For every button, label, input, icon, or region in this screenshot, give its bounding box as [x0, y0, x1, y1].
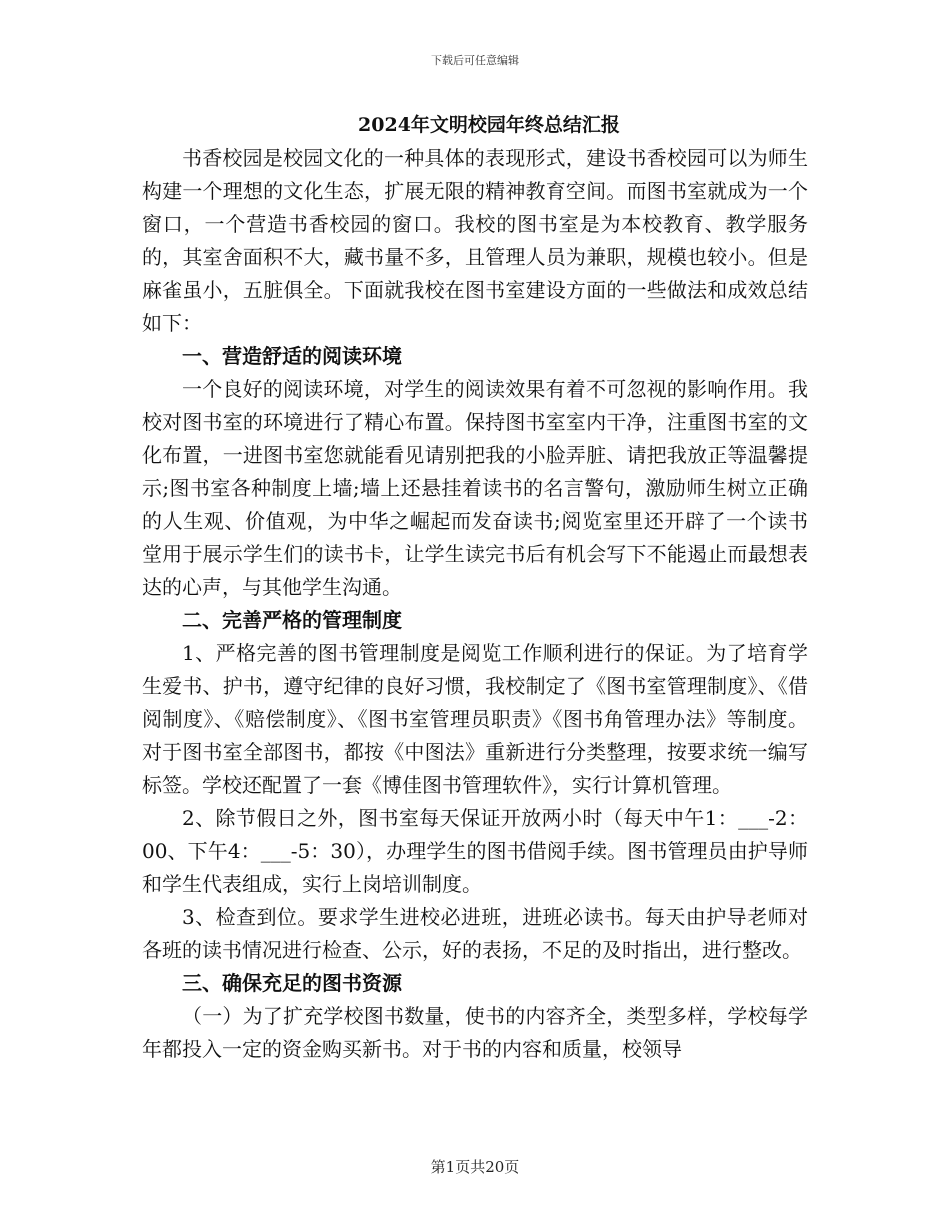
page-header-note: 下载后可任意编辑 [431, 54, 519, 67]
section-heading-3: 三、确保充足的图书资源 [182, 971, 402, 995]
section-2-paragraph-1: 1、严格完善的图书管理制度是阅览工作顺利进行的保证。为了培育学生爱书、护书，遵守纪律的良好习惯，我校制定了《图书室管理制度》、《借阅制度》、《赔偿制度》、《图书室管理员职责》《图书角管理办法》等制度。对于图书室全部图书，都按《中图法》重新进行分类整理，按要求统一编写标签。学校还配置了一套《博佳图书管理软件》，实行计算机管理。 [142, 641, 808, 797]
section-1-paragraph-1: 一个良好的阅读环境，对学生的阅读效果有着不可忽视的影响作用。我校对图书室的环境进行了精心布置。保持图书室室内干净，注重图书室的文化布置，一进图书室您就能看见请别把我的小脸弄脏、请把我放正等温馨提示;图书室各种制度上墙;墙上还悬挂着读书的名言警句，激励师生树立正确的人生观、价值观，为中华之崛起而发奋读书;阅览室里还开辟了一个读书堂用于展示学生们的读书卡，让学生读完书后有机会写下不能遏止而最想表达的心声，与其他学生沟通。 [142, 377, 808, 599]
intro-paragraph: 书香校园是校园文化的一种具体的表现形式，建设书香校园可以为师生构建一个理想的文化生态，扩展无限的精神教育空间。而图书室就成为一个窗口，一个营造书香校园的窗口。我校的图书室是为本校教育、教学服务的，其室舍面积不大，藏书量不多，且管理人员为兼职，规模也较小。但是麻雀虽小，五脏俱全。下面就我校在图书室建设方面的一些做法和成效总结如下： [142, 146, 808, 335]
section-heading-2: 二、完善严格的管理制度 [182, 608, 402, 632]
page-number-footer: 第1页共20页 [430, 1158, 520, 1176]
section-heading-1: 一、营造舒适的阅读环境 [182, 344, 402, 368]
document-body [142, 108, 808, 1066]
section-2-paragraph-3: 3、检查到位。要求学生进校必进班，进班必读书。每天由护导老师对各班的读书情况进行检查、公示，好的表扬，不足的及时指出，进行整改。 [142, 905, 808, 962]
section-2-paragraph-2: 2、除节假日之外，图书室每天保证开放两小时（每天中午1：___-2：00、下午4：___-5：30），办理学生的图书借阅手续。图书管理员由护导师和学生代表组成，实行上岗培训制度。 [142, 806, 808, 896]
section-3-paragraph-1: （一）为了扩充学校图书数量，使书的内容齐全，类型多样，学校每学年都投入一定的资金购买新书。对于书的内容和质量，校领导 [142, 1004, 808, 1061]
document-title: 2024年文明校园年终总结汇报 [358, 114, 620, 136]
